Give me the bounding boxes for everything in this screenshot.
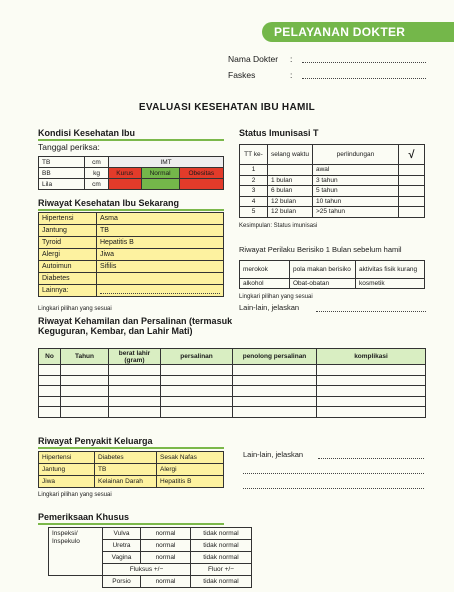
tanggal-periksa-label: Tanggal periksa:: [38, 142, 100, 152]
rs-autoimun[interactable]: Autoimun: [39, 261, 97, 273]
kondisi-underline: [38, 139, 224, 141]
keluarga-table: [38, 451, 224, 488]
kh-h-tahun: Tahun: [61, 349, 109, 365]
imunisasi-h-tt: TT ke-: [240, 145, 268, 165]
tt-5-perlindungan: >25 tahun: [312, 207, 398, 218]
faskes-colon: :: [290, 70, 293, 80]
rs-diabetes[interactable]: Diabetes: [39, 273, 97, 285]
imunisasi-h-selang: selang waktu: [268, 145, 313, 165]
rs-asma[interactable]: Asma: [97, 213, 224, 225]
lila-unit: cm: [85, 179, 109, 190]
rs-hepatitis[interactable]: Hepatitis B: [97, 237, 224, 249]
perilaku-lain-label: Lain-lain, jelaskan: [239, 303, 300, 312]
tt-5-check[interactable]: [399, 207, 425, 218]
kel-hepatitis[interactable]: Hepatitis B: [157, 476, 224, 488]
lila-label: Lila: [39, 179, 85, 190]
table-row[interactable]: [39, 396, 426, 407]
perilaku-note: Lingkari pilihan yang sesuai: [239, 294, 313, 300]
kondisi-table: [38, 156, 224, 190]
tb-unit: cm: [85, 157, 109, 168]
porsio-tidak-normal[interactable]: tidak normal: [191, 576, 252, 588]
kel-tb[interactable]: TB: [95, 464, 157, 476]
vagina-normal[interactable]: normal: [141, 552, 191, 564]
table-row[interactable]: [39, 375, 426, 386]
imt-normal[interactable]: Normal: [141, 168, 179, 179]
kehamilan-table: [38, 348, 426, 418]
riwayat-sekarang-table: [38, 212, 224, 297]
tt-1-selang: [268, 165, 313, 176]
perilaku-lain-field[interactable]: [316, 311, 426, 312]
vulva-label: Vulva: [103, 528, 141, 540]
tt-2: 2: [240, 175, 268, 186]
perilaku-kosmetik[interactable]: kosmetik: [356, 279, 425, 289]
keluarga-lain-label: Lain-lain, jelaskan: [243, 450, 304, 459]
kel-jiwa[interactable]: Jiwa: [39, 476, 95, 488]
rs-jantung[interactable]: Jantung: [39, 225, 97, 237]
tt-4: 4: [240, 196, 268, 207]
riwayat-sekarang-underline: [38, 209, 224, 211]
imunisasi-table: [239, 144, 425, 218]
imunisasi-h-perlindungan: perlindungan: [312, 145, 398, 165]
nama-dokter-field[interactable]: [302, 62, 426, 63]
kel-diabetes[interactable]: Diabetes: [95, 452, 157, 464]
rs-hipertensi[interactable]: Hipertensi: [39, 213, 97, 225]
kel-alergi[interactable]: Alergi: [157, 464, 224, 476]
rs-lainnya-field[interactable]: [100, 293, 220, 294]
vagina-tidak-normal[interactable]: tidak normal: [191, 552, 252, 564]
perilaku-alkohol[interactable]: alkohol: [240, 279, 290, 289]
rs-alergi[interactable]: Alergi: [39, 249, 97, 261]
keluarga-lain-field-2[interactable]: [243, 473, 424, 474]
rs-sifilis[interactable]: Sifilis: [97, 261, 224, 273]
perilaku-aktivitas[interactable]: aktivitas fisik kurang: [356, 261, 425, 279]
perilaku-table: [239, 260, 425, 289]
tt-2-selang: 1 bulan: [268, 175, 313, 186]
kel-hipertensi[interactable]: Hipertensi: [39, 452, 95, 464]
keluarga-lain-field-3[interactable]: [243, 488, 424, 489]
porsio-label: Porsio: [103, 576, 141, 588]
perilaku-merokok[interactable]: merokok: [240, 261, 290, 279]
perilaku-pola-makan[interactable]: pola makan berisiko: [290, 261, 356, 279]
kel-jantung[interactable]: Jantung: [39, 464, 95, 476]
fluksus-label[interactable]: Fluksus +/−: [103, 564, 191, 576]
imt-label: IMT: [109, 157, 224, 168]
fluor-label[interactable]: Fluor +/−: [191, 564, 252, 576]
keluarga-underline: [38, 447, 224, 449]
perilaku-title: Riwayat Perilaku Berisiko 1 Bulan sebelum hamil: [239, 245, 402, 254]
imunisasi-title: Status Imunisasi T: [239, 128, 319, 138]
faskes-field[interactable]: [302, 78, 426, 79]
tt-4-selang: 12 bulan: [268, 196, 313, 207]
table-row[interactable]: [39, 407, 426, 418]
kel-kelainan-darah[interactable]: Kelainan Darah: [95, 476, 157, 488]
tt-3-selang: 6 bulan: [268, 186, 313, 197]
uretra-label: Uretra: [103, 540, 141, 552]
rs-jiwa[interactable]: Jiwa: [97, 249, 224, 261]
keluarga-title: Riwayat Penyakit Keluarga: [38, 436, 153, 446]
imt-kurus[interactable]: Kurus: [109, 168, 142, 179]
kh-h-persalinan: persalinan: [161, 349, 233, 365]
perilaku-obat[interactable]: Obat-obatan: [290, 279, 356, 289]
page-title: EVALUASI KESEHATAN IBU HAMIL: [138, 102, 316, 113]
nama-dokter-colon: :: [290, 54, 293, 64]
pemeriksaan-title: Pemeriksaan Khusus: [38, 512, 130, 522]
table-row[interactable]: [39, 386, 426, 397]
vulva-tidak-normal[interactable]: tidak normal: [191, 528, 252, 540]
kh-h-penolong: penolong persalinan: [233, 349, 317, 365]
table-row[interactable]: [39, 365, 426, 376]
tt-5: 5: [240, 207, 268, 218]
tt-4-perlindungan: 10 tahun: [312, 196, 398, 207]
tt-3-check[interactable]: [399, 186, 425, 197]
rs-tb[interactable]: TB: [97, 225, 224, 237]
pemeriksaan-table: [48, 527, 252, 588]
tt-2-check[interactable]: [399, 175, 425, 186]
kel-sesak[interactable]: Sesak Nafas: [157, 452, 224, 464]
keluarga-note: Lingkari pilihan yang sesuai: [38, 492, 112, 498]
tb-label: TB: [39, 157, 85, 168]
tt-3-perlindungan: 5 tahun: [312, 186, 398, 197]
kh-h-komplikasi: komplikasi: [317, 349, 426, 365]
porsio-normal[interactable]: normal: [141, 576, 191, 588]
tt-2-perlindungan: 3 tahun: [312, 175, 398, 186]
pemeriksaan-underline: [38, 523, 224, 525]
bb-unit: kg: [85, 168, 109, 179]
uretra-normal[interactable]: normal: [141, 540, 191, 552]
keluarga-lain-field-1[interactable]: [318, 458, 424, 459]
tt-5-selang: 12 bulan: [268, 207, 313, 218]
uretra-tidak-normal[interactable]: tidak normal: [191, 540, 252, 552]
rs-note: Lingkari pilihan yang sesuai: [38, 306, 112, 312]
kh-h-berat: berat lahir (gram): [109, 349, 161, 365]
check-icon: √: [399, 145, 425, 165]
inspeksi-label: Inspeksi/ Inspekulo: [49, 528, 103, 576]
rs-tyroid[interactable]: Tyroid: [39, 237, 97, 249]
vulva-normal[interactable]: normal: [141, 528, 191, 540]
faskes-label: Faskes: [228, 70, 256, 80]
kehamilan-title: Riwayat Kehamilan dan Persalinan (termasuk Keguguran, Kembar, dan Lahir Mati): [38, 316, 233, 336]
bb-label: BB: [39, 168, 85, 179]
kesimpulan-text: Kesimpulan: Status imunisasi: [239, 223, 318, 229]
imt-obesitas[interactable]: Obesitas: [179, 168, 223, 179]
vagina-label: Vagina: [103, 552, 141, 564]
tt-4-check[interactable]: [399, 196, 425, 207]
kondisi-title: Kondisi Kesehatan Ibu: [38, 128, 136, 138]
riwayat-sekarang-title: Riwayat Kesehatan Ibu Sekarang: [38, 198, 180, 208]
tt-1-perlindungan: awal: [312, 165, 398, 176]
header-banner: PELAYANAN DOKTER: [262, 22, 454, 42]
kh-h-no: No: [39, 349, 61, 365]
tt-1-check[interactable]: [399, 165, 425, 176]
rs-lainnya: Lainnya:: [39, 285, 97, 297]
tt-1: 1: [240, 165, 268, 176]
tt-3: 3: [240, 186, 268, 197]
nama-dokter-label: Nama Dokter: [228, 54, 279, 64]
